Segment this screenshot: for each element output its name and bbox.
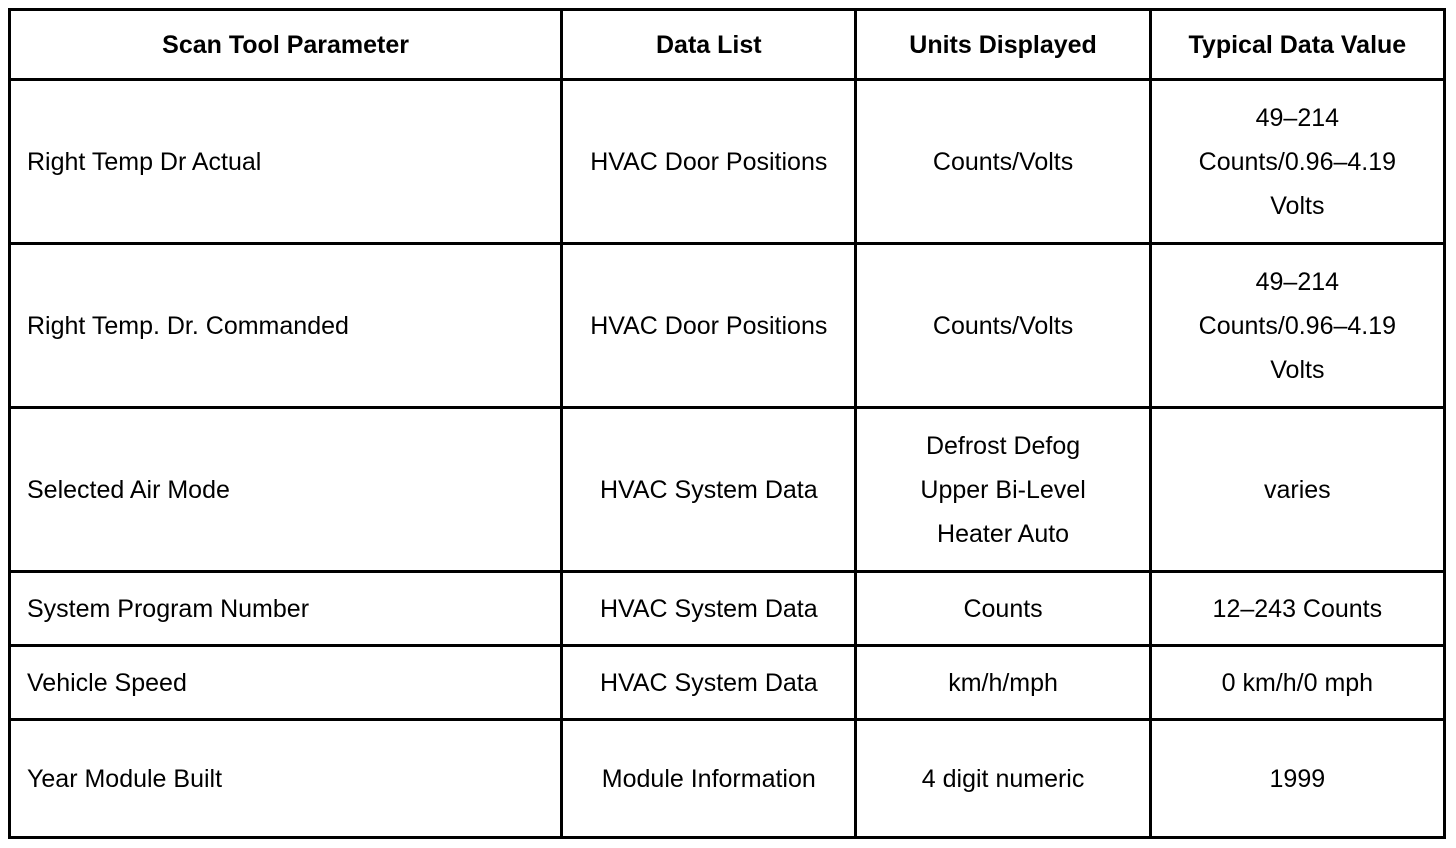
table-body <box>10 80 1445 838</box>
cell-parameter: Vehicle Speed <box>10 646 562 720</box>
cell-data-list: HVAC Door Positions <box>562 80 856 244</box>
cell-units: Defrost Defog Upper Bi-Level Heater Auto <box>856 408 1150 572</box>
cell-typical-value: 12–243 Counts <box>1150 572 1444 646</box>
header-row <box>10 10 1445 80</box>
cell-units: 4 digit numeric <box>856 720 1150 838</box>
cell-data-list: HVAC Door Positions <box>562 244 856 408</box>
cell-typical-value: 49–214 Counts/0.96–4.19 Volts <box>1150 80 1444 244</box>
table-row <box>10 572 1445 646</box>
header-data-list: Data List <box>562 10 856 80</box>
cell-parameter: Year Module Built <box>10 720 562 838</box>
cell-parameter: Right Temp Dr Actual <box>10 80 562 244</box>
header-typical-data-value: Typical Data Value <box>1150 10 1444 80</box>
table-header <box>10 10 1445 80</box>
scan-tool-data-table <box>8 8 1446 839</box>
table-row <box>10 720 1445 838</box>
table-row <box>10 408 1445 572</box>
cell-parameter: Selected Air Mode <box>10 408 562 572</box>
table-row <box>10 80 1445 244</box>
cell-data-list: Module Information <box>562 720 856 838</box>
cell-units: Counts/Volts <box>856 244 1150 408</box>
cell-units: Counts/Volts <box>856 80 1150 244</box>
cell-typical-value: 1999 <box>1150 720 1444 838</box>
cell-data-list: HVAC System Data <box>562 408 856 572</box>
cell-parameter: Right Temp. Dr. Commanded <box>10 244 562 408</box>
cell-typical-value: 49–214 Counts/0.96–4.19 Volts <box>1150 244 1444 408</box>
cell-data-list: HVAC System Data <box>562 572 856 646</box>
cell-data-list: HVAC System Data <box>562 646 856 720</box>
cell-typical-value: varies <box>1150 408 1444 572</box>
table-row <box>10 646 1445 720</box>
header-units-displayed: Units Displayed <box>856 10 1150 80</box>
header-scan-tool-parameter: Scan Tool Parameter <box>10 10 562 80</box>
cell-typical-value: 0 km/h/0 mph <box>1150 646 1444 720</box>
cell-units: km/h/mph <box>856 646 1150 720</box>
table-row <box>10 244 1445 408</box>
cell-parameter: System Program Number <box>10 572 562 646</box>
cell-units: Counts <box>856 572 1150 646</box>
